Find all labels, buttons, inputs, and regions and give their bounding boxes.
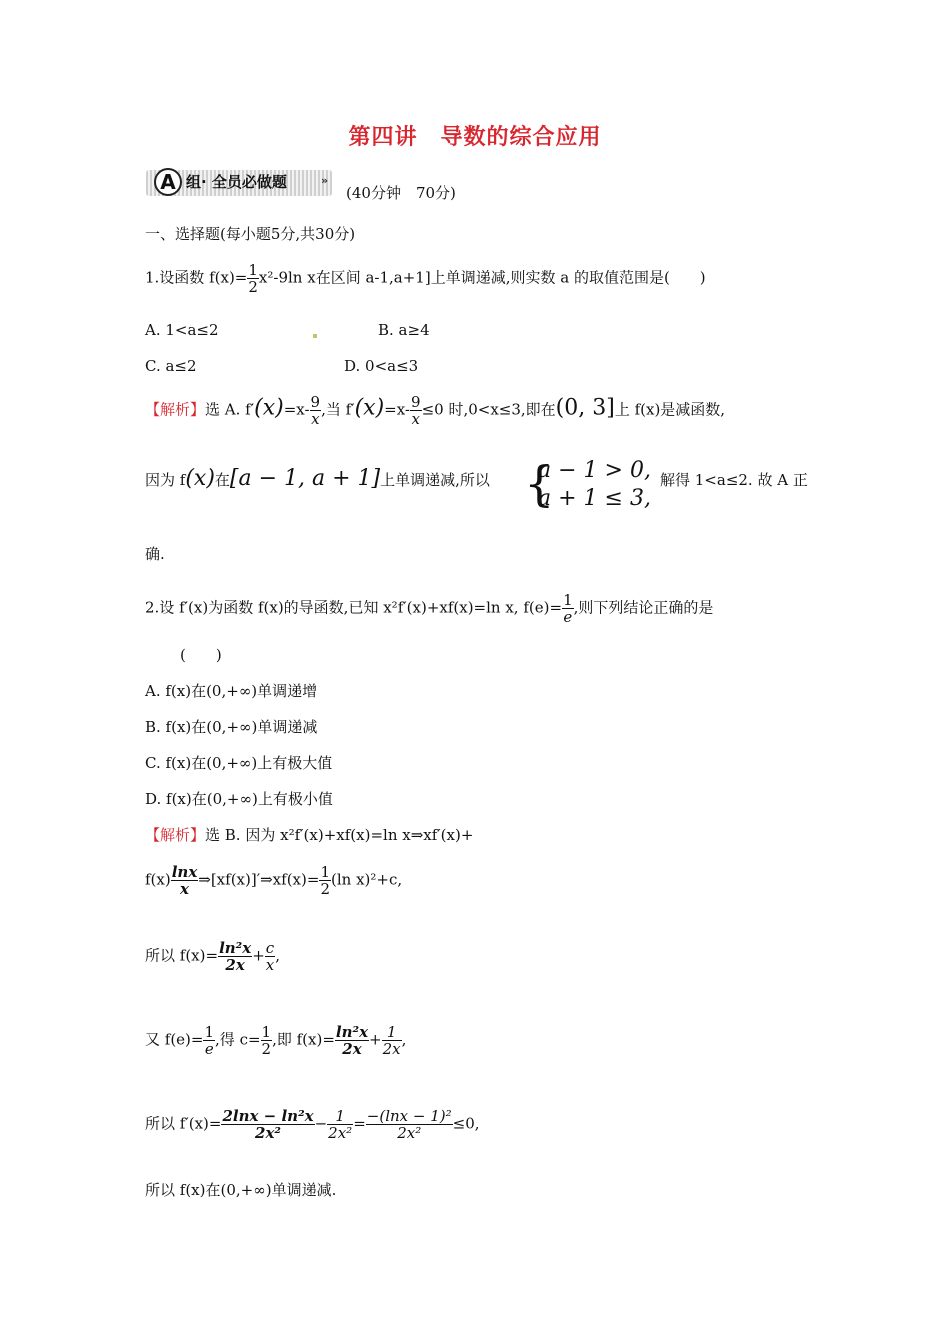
fraction-numerator: c xyxy=(265,939,275,957)
q1-option-c: C. a≤2 xyxy=(145,357,197,375)
q2-sol-text: 所以 f(x)= xyxy=(145,946,219,965)
q2-solution-line-4 xyxy=(145,1024,406,1057)
solution-tag: 【解析】 xyxy=(145,400,206,419)
q1-option-b: B. a≥4 xyxy=(378,321,430,339)
fraction-denominator: 2 xyxy=(248,278,258,296)
fraction-numerator: 1 xyxy=(261,1023,272,1041)
badge-letter: A xyxy=(154,168,182,196)
one-over-2x2-fraction xyxy=(327,1108,353,1141)
ln2x-over-2x-fraction xyxy=(218,940,252,973)
q2-sol-text: 又 f(e)= xyxy=(145,1030,204,1049)
q2-sol-text: (ln x)²+c, xyxy=(330,870,403,889)
fraction-numerator: 1 xyxy=(382,1024,402,1041)
fraction-numerator: lnx xyxy=(171,863,198,881)
fraction-numerator: 1 xyxy=(204,1023,215,1041)
interval-math: (0, 3] xyxy=(555,395,615,421)
q1-sol-text: 上 f(x)是减函数, xyxy=(614,400,726,419)
question-2-stem xyxy=(145,592,713,625)
q1-half-fraction xyxy=(247,262,259,295)
fraction-denominator: 2x xyxy=(225,956,245,974)
q1-sol-math: (x) xyxy=(254,395,284,421)
page-title: 第四讲 导数的综合应用 xyxy=(348,125,602,150)
interval-math: [a − 1, a + 1] xyxy=(229,466,381,491)
q1-solution-result: 解得 1<a≤2. 故 A 正 xyxy=(660,471,808,489)
fraction-numerator: 2lnx − ln²x xyxy=(222,1107,314,1125)
fraction-denominator: 2x² xyxy=(255,1124,281,1142)
q2-answer-paren: ( ) xyxy=(180,646,222,664)
q2-sol-text: 选 B. 因为 x²f′(x)+xf(x)=ln x⇒xf′(x)+ xyxy=(205,826,474,844)
fraction-denominator: 2x² xyxy=(397,1124,422,1142)
q1-solution-line-1 xyxy=(145,394,725,427)
system-brace: { xyxy=(524,456,555,512)
badge-text: 组· 全员必做题 xyxy=(186,173,287,191)
q2-option-a: A. f(x)在(0,+∞)单调递增 xyxy=(145,682,318,700)
q2-sol-text: ,即 f(x)= xyxy=(272,1030,335,1049)
fraction-denominator: 2x xyxy=(382,1040,401,1058)
q1-sol-text: 在 xyxy=(214,471,230,489)
q1-option-a: A. 1<a≤2 xyxy=(145,321,219,339)
fraction-denominator: e xyxy=(204,1040,214,1058)
one-over-2x-fraction xyxy=(382,1024,402,1057)
q2-sol-text: ⇒[xf(x)]′⇒xf(x)= xyxy=(198,870,320,889)
fraction-numerator: 1 xyxy=(320,863,330,881)
q2-stem-text: 2.设 f′(x)为函数 f(x)的导函数,已知 x²f′(x)+xf(x)=ln x, f(e)= xyxy=(145,598,563,617)
double-arrow-icon: » xyxy=(321,174,329,187)
q1-stem-prefix: 1.设函数 f(x)= xyxy=(145,268,248,287)
q2-sol-text: f(x) xyxy=(145,870,171,889)
q1-stem-rest: x²-9ln x在区间 a-1,a+1]上单调递减,则实数 a 的取值范围是( ) xyxy=(258,268,706,287)
one-over-e-fraction xyxy=(562,592,574,625)
fraction-numerator: ln²x xyxy=(219,939,252,957)
fraction-numerator: 9 xyxy=(310,393,321,411)
fraction-denominator: x xyxy=(265,956,275,974)
lnx-over-x-fraction xyxy=(171,864,199,897)
q2-solution-line-1 xyxy=(145,826,473,844)
q1-option-d: D. 0<a≤3 xyxy=(344,357,419,375)
q1-sol-math: (x) xyxy=(354,395,385,421)
q1-solution-line-2 xyxy=(145,466,490,491)
section-heading: 一、选择题(每小题5分,共30分) xyxy=(145,225,356,243)
fraction-denominator: 2x² xyxy=(328,1124,353,1142)
q1-sol-math: (x) xyxy=(185,466,215,491)
q2-option-b: B. f(x)在(0,+∞)单调递减 xyxy=(145,718,318,736)
q1-sol-text: =x- xyxy=(384,400,411,419)
plus-sign: + xyxy=(369,1030,382,1049)
fraction-denominator: 2x xyxy=(342,1040,362,1058)
system-row-1: a − 1 > 0, xyxy=(538,458,651,483)
q2-solution-line-2 xyxy=(145,864,402,897)
system-row-2: a + 1 ≤ 3, xyxy=(538,486,651,511)
q2-sol-text: 所以 f′(x)= xyxy=(145,1114,222,1133)
q2-option-d: D. f(x)在(0,+∞)上有极小值 xyxy=(145,790,333,808)
half-fraction xyxy=(261,1024,273,1057)
q2-sol-text: ≤0, xyxy=(452,1114,480,1133)
q2-solution-conclusion: 所以 f(x)在(0,+∞)单调递减. xyxy=(145,1181,337,1199)
equals-sign: = xyxy=(353,1114,366,1133)
q1-sol-text: =x- xyxy=(283,400,310,419)
solution-tag: 【解析】 xyxy=(145,826,206,844)
fraction-numerator: 1 xyxy=(248,261,258,279)
fraction-denominator: 2 xyxy=(320,880,330,898)
fraction-numerator: 1 xyxy=(563,591,573,609)
plus-sign: + xyxy=(252,946,265,965)
minus-sign: − xyxy=(314,1114,328,1133)
fraction-denominator: x xyxy=(311,410,320,428)
q2-solution-line-3 xyxy=(145,940,280,973)
q1-sol-text: ,当 f′ xyxy=(321,400,355,419)
ln2x-over-2x-fraction xyxy=(335,1024,369,1057)
nine-over-x-fraction xyxy=(310,394,322,427)
q2-sol-text: , xyxy=(275,946,281,965)
group-a-badge xyxy=(146,168,332,198)
question-1-stem xyxy=(145,262,706,295)
square-over-2x2-fraction xyxy=(366,1108,453,1141)
q1-solution-end: 确. xyxy=(145,545,165,563)
half-fraction xyxy=(319,864,331,897)
fraction-denominator: x xyxy=(180,880,189,898)
one-over-e-fraction xyxy=(203,1024,215,1057)
q1-sol-text: 选 A. f′ xyxy=(205,400,255,419)
time-score-note: (40分钟 70分) xyxy=(346,184,456,202)
q1-sol-text: 因为 f xyxy=(145,471,186,489)
fraction-numerator: 1 xyxy=(327,1108,353,1125)
fraction-denominator: x xyxy=(411,410,421,428)
fraction-denominator: 2 xyxy=(261,1040,272,1058)
fraction-denominator: e xyxy=(563,608,573,626)
fraction-numerator: 9 xyxy=(411,393,421,411)
nine-over-x-fraction xyxy=(410,394,422,427)
q1-sol-text: ≤0 时,0<x≤3,即在 xyxy=(421,400,556,419)
fraction-numerator: −(lnx − 1)² xyxy=(366,1107,452,1125)
q1-sol-text: 上单调递减,所以 xyxy=(380,471,490,489)
derivative-numerator-fraction xyxy=(221,1108,314,1141)
q2-solution-line-5 xyxy=(145,1108,480,1141)
q2-option-c: C. f(x)在(0,+∞)上有极大值 xyxy=(145,754,333,772)
q2-sol-text: , xyxy=(401,1030,407,1049)
q2-sol-text: ,得 c= xyxy=(215,1030,261,1049)
fraction-numerator: ln²x xyxy=(335,1023,369,1041)
stray-dot xyxy=(313,334,317,338)
c-over-x-fraction xyxy=(265,940,275,973)
q2-stem-text: ,则下列结论正确的是 xyxy=(573,598,714,617)
